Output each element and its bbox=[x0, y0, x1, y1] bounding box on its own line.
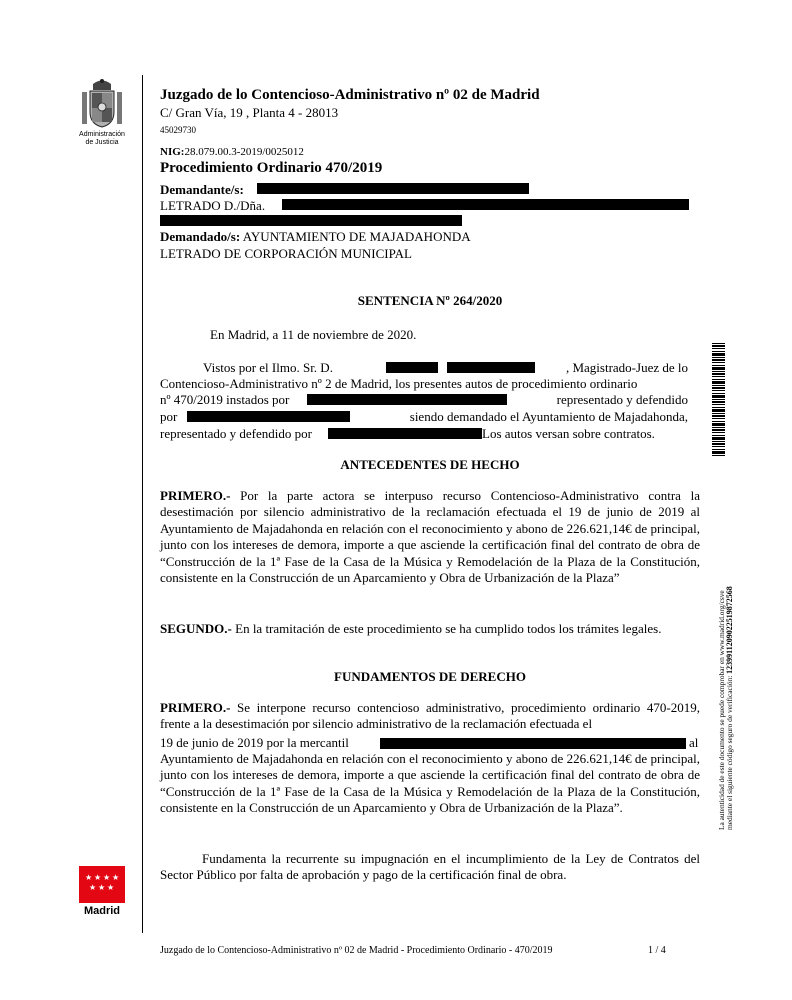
demandado-label: Demandado/s: bbox=[160, 229, 241, 244]
nig-label: NIG: bbox=[160, 146, 185, 158]
star-icon: ★ bbox=[98, 883, 106, 892]
court-title: Juzgado de lo Contencioso-Administrativo nº 02 de Madrid bbox=[160, 87, 540, 103]
nig-line bbox=[160, 146, 304, 159]
redaction-defensor bbox=[328, 428, 482, 439]
demandado-value: AYUNTAMIENTO DE MAJADAHONDA bbox=[240, 229, 471, 244]
redaction-actor bbox=[307, 394, 507, 405]
court-address: C/ Gran Vía, 19 , Planta 4 - 28013 bbox=[160, 105, 339, 120]
redaction-letrado bbox=[282, 199, 689, 210]
letrado-corporacion: LETRADO DE CORPORACIÓN MUNICIPAL bbox=[160, 246, 412, 261]
vistos-l5a: representado y defendido por bbox=[160, 426, 312, 441]
redaction-letrado-cont bbox=[160, 215, 462, 226]
fundamentos-l2b: al bbox=[689, 735, 699, 750]
fundamentos-heading: FUNDAMENTOS DE DERECHO bbox=[334, 669, 526, 684]
vistos-l1a: Vistos por el Ilmo. Sr. D. bbox=[203, 360, 333, 375]
barcode bbox=[712, 343, 725, 456]
star-icon: ★ bbox=[112, 873, 120, 882]
logo-caption bbox=[66, 131, 138, 147]
fundamentos-primero-head bbox=[160, 700, 700, 733]
coat-of-arms-logo bbox=[80, 78, 124, 130]
fundamentos-l2a: 19 de junio de 2019 por la mercantil bbox=[160, 735, 349, 750]
verification-line2a: mediante el siguiente código seguro de verificación: bbox=[725, 673, 734, 830]
date-line: En Madrid, a 11 de noviembre de 2020. bbox=[210, 327, 417, 342]
fundamentos-primero-rest: Ayuntamiento de Majadahonda en relación con el reconocimiento y abono de 226.621,14€ de principal, junto con los intereses de demora, importe a que asciende la certificación final del contrato de obra de “Construcción de la 1ª Fase de la Casa de la Música y Remodelación de la Plaza de la Constitución, consistente en la Construcción de un Aparcamiento y Obra de Urbanización de la Plaza”. bbox=[160, 751, 700, 816]
vistos-l4a: por bbox=[160, 409, 178, 424]
antecedentes-segundo bbox=[160, 621, 700, 637]
antecedentes-segundo-label: SEGUNDO.- bbox=[160, 621, 232, 636]
vistos-l4b: siendo demandado el Ayuntamiento de Majadahonda, bbox=[409, 409, 688, 424]
page-number: 1 / 4 bbox=[648, 945, 666, 956]
fundamentos-primero-label: PRIMERO.- bbox=[160, 700, 231, 715]
star-icon: ★ bbox=[107, 883, 115, 892]
redaction-judge-2 bbox=[447, 362, 535, 373]
vistos-l2: Contencioso-Administrativo nº 2 de Madrid, los presentes autos de procedimiento ordinario bbox=[160, 376, 638, 391]
footer-text: Juzgado de lo Contencioso-Administrativo nº 02 de Madrid - Procedimiento Ordinario - 470/2019 bbox=[160, 945, 553, 956]
margin-rule bbox=[142, 75, 143, 933]
procedure-title: Procedimiento Ordinario 470/2019 bbox=[160, 160, 383, 176]
letrado-label: LETRADO D./Dña. bbox=[160, 198, 266, 213]
madrid-label: Madrid bbox=[83, 905, 121, 917]
redaction-judge-1 bbox=[386, 362, 438, 373]
logo-caption-line1: Administración bbox=[79, 131, 125, 138]
demandado-line bbox=[160, 228, 471, 245]
logo-caption-line2: de Justicia bbox=[85, 139, 119, 146]
star-icon: ★ bbox=[89, 883, 97, 892]
vistos-l5b: Los autos versan sobre contratos. bbox=[482, 426, 655, 441]
antecedentes-heading: ANTECEDENTES DE HECHO bbox=[340, 457, 520, 472]
demandante-label: Demandante/s: bbox=[160, 182, 244, 197]
vistos-l3a: nº 470/2019 instados por bbox=[160, 392, 290, 407]
star-icon: ★ bbox=[103, 873, 111, 882]
star-icon: ★ bbox=[94, 873, 102, 882]
antecedentes-primero-text: Por la parte actora se interpuso recurso Contencioso-Administrativo contra la desestimación por silencio administrativo de la reclamación efectuada el 19 de junio de 2019 al Ayuntamiento de Majadahonda en relación con el reconocimiento y abono de 226.621,14€ de principal, junto con los intereses de demora, importe a que asciende la certificación final del contrato de obra de “Construcción de la 1ª Fase de la Casa de la Música y Remodelación de la Plaza de la Constitución, consistente en la Construcción de un Aparcamiento y Obra de Urbanización de la Plaza” bbox=[160, 488, 700, 586]
antecedentes-segundo-text: En la tramitación de este procedimiento se ha cumplido todos los trámites legales. bbox=[231, 621, 662, 636]
antecedentes-primero bbox=[160, 488, 700, 586]
verification-text bbox=[718, 460, 734, 830]
redaction-mercantil bbox=[380, 738, 686, 749]
fundamentos-fundamenta: Fundamenta la recurrente su impugnación en el incumplimiento de la Ley de Contratos del Sector Público por falta de aprobación y pago de la certificación final de obra. bbox=[160, 851, 700, 883]
nig-value: 28.079.00.3-2019/0025012 bbox=[184, 146, 304, 158]
vistos-l1b: , Magistrado-Juez de lo bbox=[565, 360, 688, 375]
antecedentes-primero-label: PRIMERO.- bbox=[160, 488, 231, 503]
verification-code: 1239911209022519872568 bbox=[725, 586, 734, 674]
verification-line1: La autenticidad de este documento se puede comprobar en www.madrid.org/csve bbox=[717, 590, 726, 830]
court-code: 45029730 bbox=[160, 125, 196, 135]
star-icon: ★ bbox=[85, 873, 93, 882]
sentencia-title: SENTENCIA Nº 264/2020 bbox=[357, 293, 503, 308]
fundamentos-primero-l1: Se interpone recurso contencioso administrativo, procedimiento ordinario 470-2019, frente a la desestimación por silencio administrativo de la reclamación efectuada el bbox=[160, 700, 700, 732]
redaction-demandante bbox=[257, 183, 529, 194]
madrid-flag-logo bbox=[79, 866, 125, 903]
vistos-l3b: representado y defendido bbox=[556, 392, 688, 407]
redaction-procurador bbox=[187, 411, 350, 422]
